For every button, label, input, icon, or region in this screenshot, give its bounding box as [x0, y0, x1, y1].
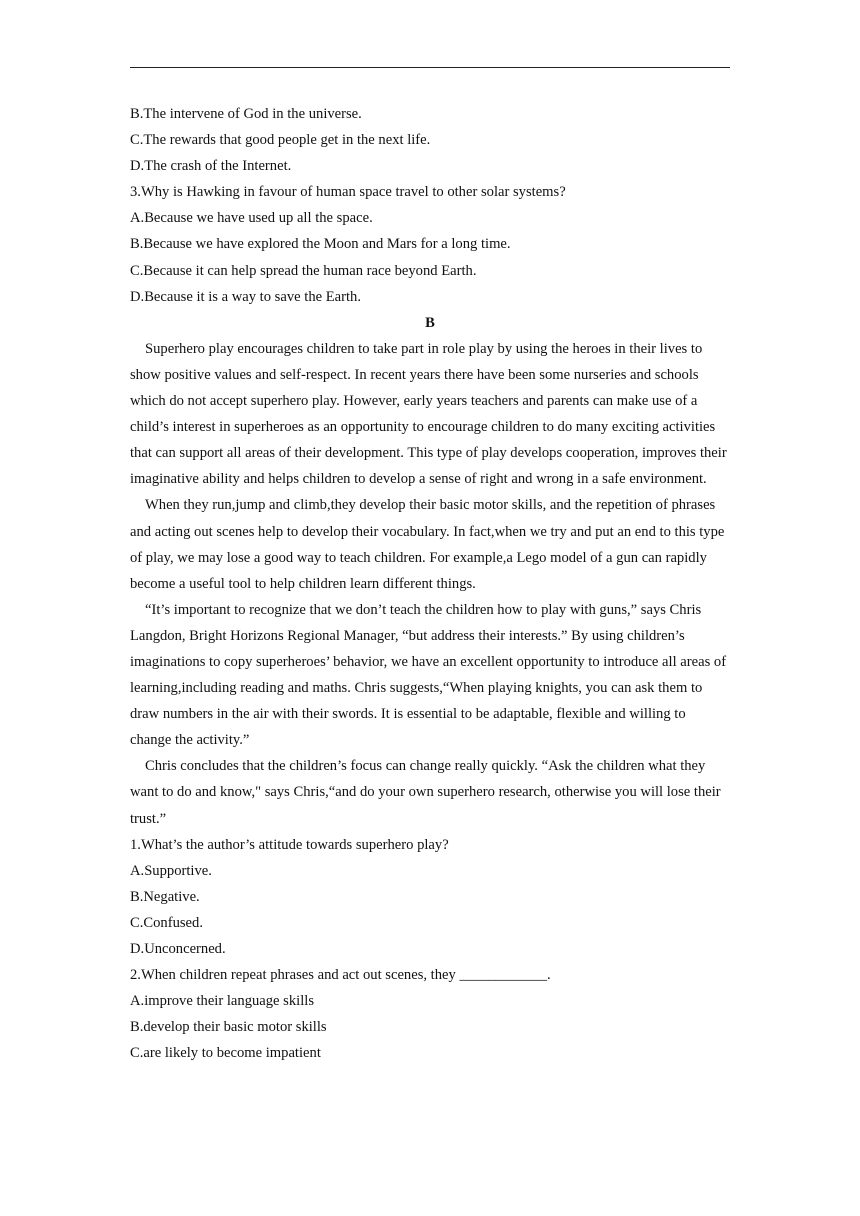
question-1-option-a: A.Supportive. [130, 862, 212, 879]
passage-paragraph-2: When they run,jump and climb,they develop their basic motor skills, and the repetition of phrases and acting out scenes help to develop their vocabulary. In fact,when we try and put an end to this type of play, we may lose a good way to teach children. For example,a Lego model of a gun can rapidly become a useful tool to help children learn different things. [130, 497, 725, 592]
prev-q3-option-c: C.Because it can help spread the human race beyond Earth. [130, 262, 477, 279]
header-rule [130, 67, 730, 68]
question-1-option-d: D.Unconcerned. [130, 941, 226, 957]
question-2: 2.When children repeat phrases and act out scenes, they ____________. [130, 967, 551, 984]
prev-option-c: C.The rewards that good people get in the next life. [130, 132, 431, 149]
prev-option-b: B.The intervene of God in the universe. [130, 106, 362, 122]
prev-option-d: D.The crash of the Internet. [130, 158, 292, 175]
question-2-option-b: B.develop their basic motor skills [130, 1019, 327, 1036]
prev-q3-option-a: A.Because we have used up all the space. [130, 210, 373, 227]
passage-paragraph-4: Chris concludes that the children’s focus can change really quickly. “Ask the children what they want to do and know," says Chris,“and do your own superhero research, otherwise you will lose their trust.” [130, 758, 721, 827]
section-title: B [425, 314, 435, 331]
question-1-option-b: B.Negative. [130, 888, 200, 905]
prev-question-3: 3.Why is Hawking in favour of human space travel to other solar systems? [130, 184, 566, 201]
question-1: 1.What’s the author’s attitude towards superhero play? [130, 836, 449, 853]
passage-paragraph-1: Superhero play encourages children to take part in role play by using the heroes in their lives to show positive values and self-respect. In recent years there have been some nurseries and schools which do not accept superhero play. However, early years teachers and parents can make use of a child’s interest in superheroes as an opportunity to encourage children to do many exciting activities that can support all areas of their development. This type of play develops cooperation, improves their imaginative ability and helps children to develop a sense of right and wrong in a safe environment. [130, 340, 727, 488]
passage-paragraph-3: “It’s important to recognize that we don’t teach the children how to play with guns,” says Chris Langdon, Bright Horizons Regional Manager, “but address their interests.” By using children’s imaginations to copy superheroes’ behavior, we have an excellent opportunity to introduce all areas of learning,including reading and maths. Chris suggests,“When playing knights, you can ask them to draw numbers in the air with their swords. It is essential to be adaptable, flexible and willing to change the activity.” [130, 601, 727, 749]
question-1-option-c: C.Confused. [130, 914, 203, 931]
prev-q3-option-d: D.Because it is a way to save the Earth. [130, 288, 361, 305]
prev-q3-option-b: B.Because we have explored the Moon and Mars for a long time. [130, 236, 511, 253]
question-2-option-c: C.are likely to become impatient [130, 1045, 321, 1062]
document-body [130, 101, 730, 1066]
question-2-option-a: A.improve their language skills [130, 993, 315, 1010]
